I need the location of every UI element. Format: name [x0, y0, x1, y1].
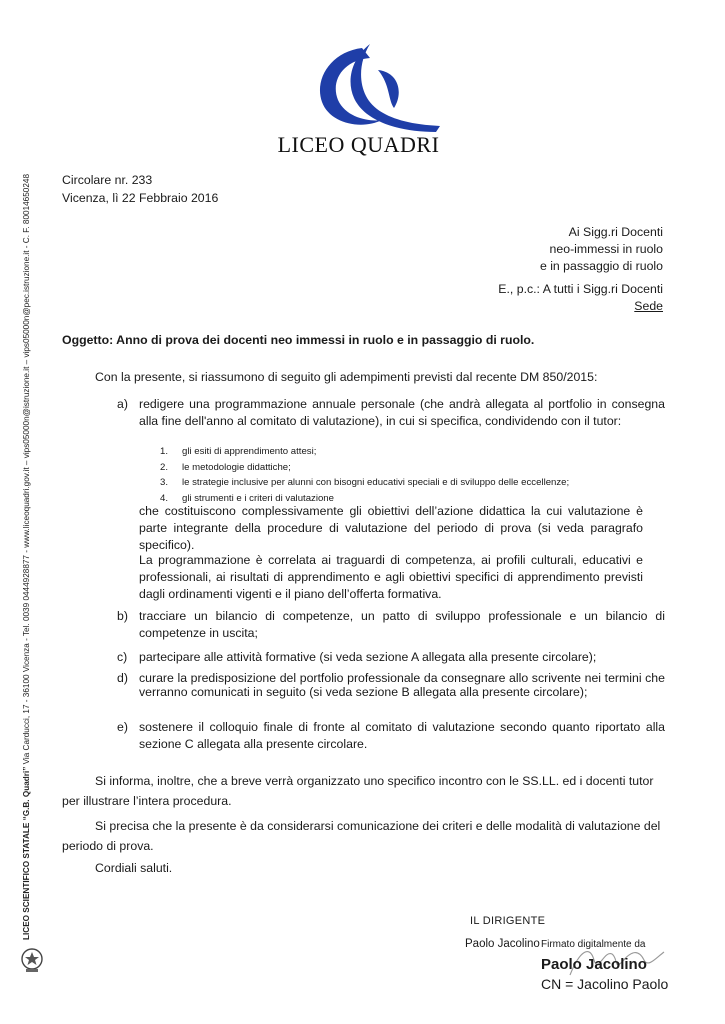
- list-item-e: e) sostenere il colloquio finale di fronte al comitato di valutazione secondo quanto riportato alla sezione C allegata alla presente circolare.: [117, 720, 665, 751]
- closing-paragraph-meeting: Si informa, inoltre, che a breve verrà organizzato uno specifico incontro con le SS.LL. ed i docenti tutor per illustrare l’intera procedura.: [62, 774, 654, 808]
- recipient-line: neo-immessi in ruolo: [549, 242, 663, 256]
- side-school-name: LICEO SCIENTIFICO STATALE “G.B. Quadri”: [22, 766, 31, 940]
- sub-list-item: 1. gli esiti di apprendimento attesi;: [160, 446, 317, 457]
- document-date: Vicenza, lì 22 Febbraio 2016: [62, 191, 219, 205]
- digital-signature-cn: CN = Jacolino Paolo: [541, 976, 669, 992]
- closing-greeting: Cordiali saluti.: [95, 861, 173, 875]
- signature-name: Paolo Jacolino: [465, 938, 540, 950]
- recipients-block: [498, 224, 663, 315]
- intro-paragraph: Con la presente, si riassumono di seguito gli adempimenti previsti dal recente DM 850/2015:: [95, 370, 598, 384]
- list-item-b: b) tracciare un bilancio di competenze, un patto di sviluppo professionale e un bilancio di competenze in uscita;: [117, 609, 665, 640]
- list-item-a: [117, 396, 665, 430]
- list-item-c: c) partecipare alle attività formative (si veda sezione A allegata alla presente circolare);: [117, 650, 597, 664]
- digital-signature-name: Paolo Jacolino: [541, 956, 647, 973]
- item-a-continuation: che costituiscono complessivamente gli obiettivi dell’azione didattica la cui valutazione è parte integrante della procedure di valutazione del periodo di prova (si veda paragrafo specifico).: [139, 504, 643, 552]
- list-item-d: d) curare la predisposizione del portfolio professionale da consegnare allo scrivente nei termini che verranno comunicati in seguito (si veda sezione B allegata alla presente circolare);: [117, 671, 665, 699]
- sub-list-item: 4. gli strumenti e i criteri di valutazione: [160, 492, 334, 504]
- subject-line: Oggetto: Anno di prova dei docenti neo immessi in ruolo e in passaggio di ruolo.: [62, 333, 535, 347]
- list-item-label: a): [117, 397, 128, 411]
- logo-text: LICEO QUADRI: [277, 132, 440, 157]
- republic-emblem-icon: [20, 946, 44, 974]
- sub-list-item: 2. le metodologie didattiche;: [160, 461, 291, 473]
- sub-list-item: 3. le strategie inclusive per alunni con bisogni educativi speciali e di sviluppo delle eccellenze;: [160, 477, 570, 488]
- recipient-cc-line: E., p.c.: A tutti i Sigg.ri Docenti: [498, 282, 663, 296]
- closing-paragraph-criteria: Si precisa che la presente è da considerarsi comunicazione dei criteri e delle modalità di valutazione del periodo di prova.: [62, 819, 661, 853]
- item-a-programming-note: La programmazione è correlata ai traguardi di competenza, ai profili culturali, educativi e professionali, ai risultati di apprendimento e agli obiettivi specifici di apprendimento previsti dagli ordinamenti vigenti e il piano dell’offerta formativa.: [139, 553, 643, 601]
- digital-signature-label: Firmato digitalmente da: [541, 939, 646, 950]
- side-contact-info: Via Carducci, 17 - 36100 Vicenza - Tel. 0039 0444928877 - www.liceoquadri.gov.it – vips05000n@istruzione.it – vips05000n@pec.istruzione.it - C. F. 80014650248: [22, 174, 31, 767]
- signature-title: IL DIRIGENTE: [470, 915, 546, 927]
- sub-list: [160, 444, 660, 506]
- list-item-text: redigere una programmazione annuale personale (che andrà allegata al portfolio in consegna alla fine dell'anno al comitato di valutazione), in cui si specifica, condividendo con il tutor:: [139, 397, 665, 428]
- side-address-text: [22, 120, 31, 940]
- circolare-number: Circolare nr. 233: [62, 173, 153, 187]
- recipient-line: Ai Sigg.ri Docenti: [568, 225, 663, 239]
- recipient-line: e in passaggio di ruolo: [539, 259, 663, 273]
- recipient-sede: Sede: [634, 299, 663, 313]
